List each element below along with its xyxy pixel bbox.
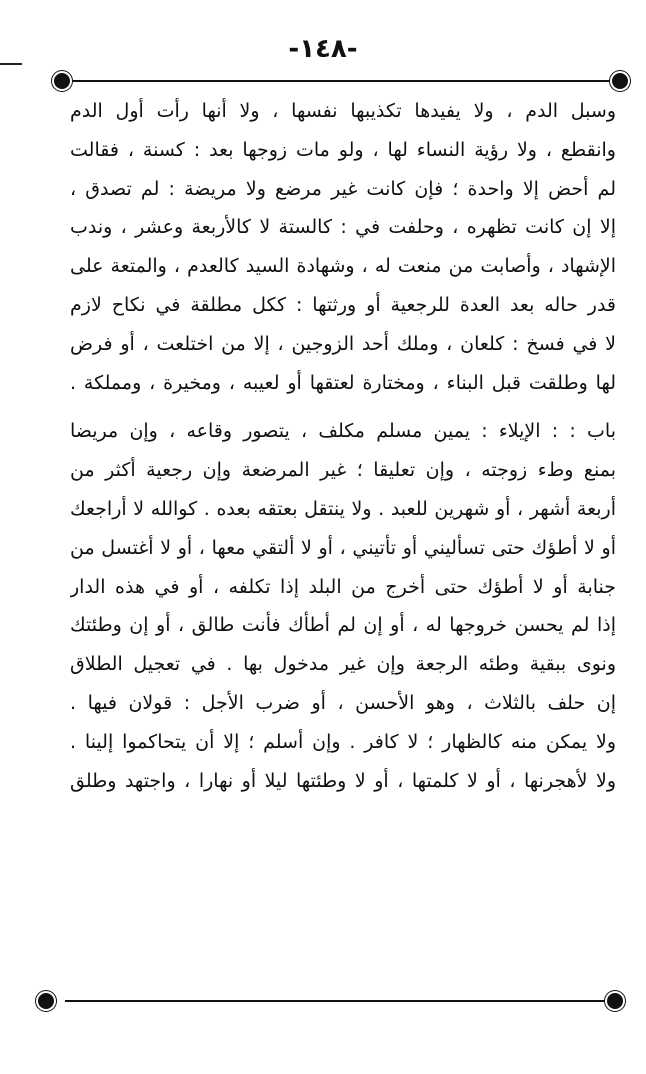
text-line: إن حلف بالثلاث ، وهو الأحسن ، أو ضرب الأجل : قولان فيها . (70, 691, 616, 714)
text-line: الإشهاد ، وأصابت من منعت له ، وشهادة السيد كالعدم ، والمتعة على (70, 255, 616, 278)
top-right-ornament-icon (612, 73, 628, 89)
top-rule (65, 80, 620, 82)
text-line: وانقطع ، ولا رؤية النساء لها ، ولو مات زوجها بعد : كسنة ، فقالت (70, 138, 616, 161)
body-text (70, 92, 616, 800)
text-line: ولا لأهجرنها ، أو لا كلمتها ، أو لا وطئتها ليلا أو نهارا ، واجتهد وطلق (70, 769, 616, 792)
section-heading-line: باب : : الإيلاء : يمين مسلم مكلف ، يتصور وقاعه ، وإن مريضا (70, 420, 616, 443)
margin-mark (0, 63, 22, 65)
text-line: بمنع وطء زوجته ، وإن تعليقا ؛ غير المرضعة وإن رجعية أكثر من (70, 459, 616, 482)
text-line: وسبل الدم ، ولا يفيدها تكذيبها نفسها ، ولا أنها رأت أول الدم (70, 100, 616, 122)
text-line: قدر حاله بعد العدة للرجعية أو ورثتها : ككل مطلقة في نكاح لازم (70, 293, 616, 316)
text-line: لها وطلقت قبل البناء ، ومختارة لعتقها أو لعيبه ، ومخيرة ، ومملكة . (70, 371, 616, 394)
text-line: إذا لم يحسن خروجها له ، أو إن لم أطأك فأنت طالق ، أو إن وطئتك (70, 614, 616, 637)
bottom-rule (65, 1000, 620, 1002)
bottom-right-ornament-icon (607, 993, 623, 1009)
page-number: -١٤٨- (288, 34, 358, 64)
text-line: أو لا أطؤك حتى تسأليني أو تأتيني ، أو لا ألتقي معها ، أو لا أغتسل من (70, 536, 616, 559)
text-line: أربعة أشهر ، أو شهرين للعبد . ولا ينتقل بعتقه بعده . كوالله لا أراجعك (70, 497, 616, 520)
text-line: ولا يمكن منه كالظهار ؛ لا كافر . وإن أسلم ؛ إلا أن يتحاكموا إلينا . (70, 730, 616, 753)
top-left-ornament-icon (54, 73, 70, 89)
text-line: ونوى ببقية وطئه الرجعة وإن غير مدخول بها . في تعجيل الطلاق (70, 653, 616, 676)
text-line: جنابة أو لا أطؤك حتى أخرج من البلد إذا تكلفه ، أو في هذه الدار (70, 575, 616, 598)
bottom-left-ornament-icon (38, 993, 54, 1009)
text-line: لم أحض إلا واحدة ؛ فإن كانت غير مرضع ولا مريضة : لم تصدق ، (70, 177, 616, 200)
text-line: إلا إن كانت تظهره ، وحلفت في : كالستة لا كالأربعة وعشر ، وندب (70, 216, 616, 239)
text-line: لا في فسخ : كلعان ، وملك أحد الزوجين ، إلا من اختلعت ، أو فرض (70, 332, 616, 355)
